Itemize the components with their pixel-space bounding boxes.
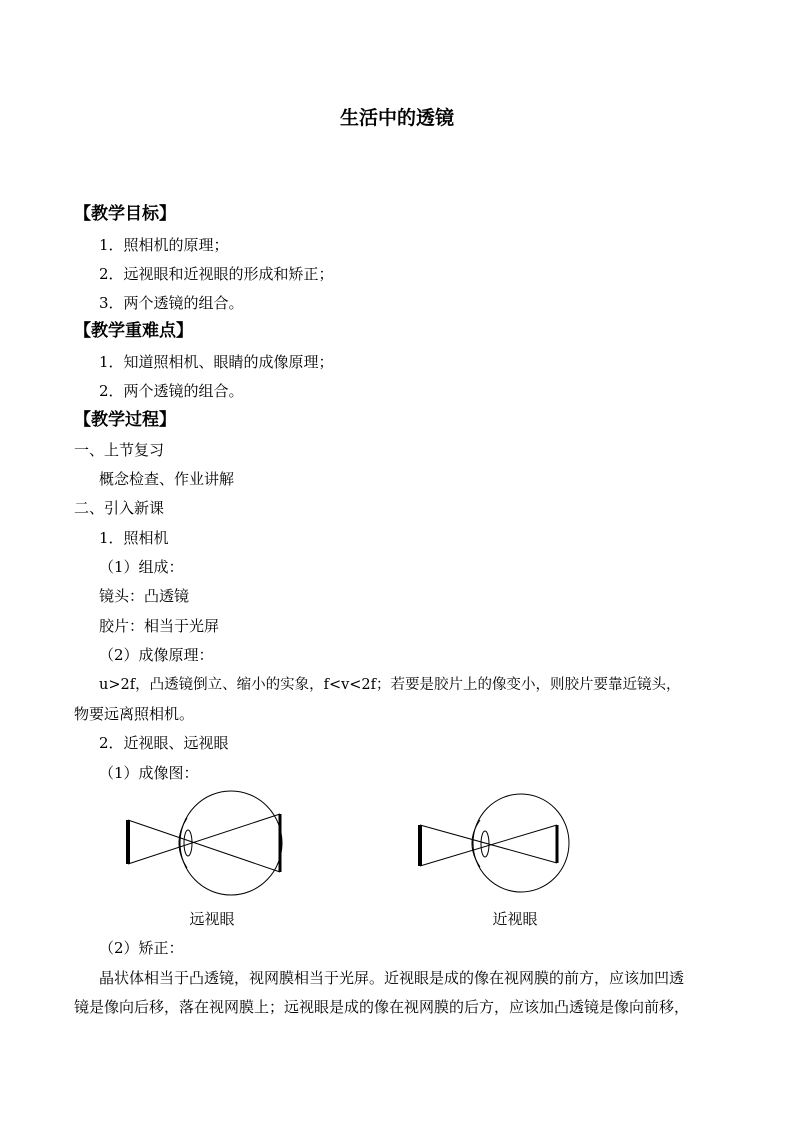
principle-line-1: u>2f，凸透镜倒立、缩小的实象，f<v<2f；若要是胶片上的像变小，则胶片要靠近镜头， (99, 677, 681, 693)
principle-title: （2）成像原理： (99, 646, 214, 664)
correction-line-2: 镜是像向后移，落在视网膜上；远视眼是成的像在视网膜的后方，应该加凸透镜是像向前移， (74, 998, 690, 1016)
key-point-item-2: 2．两个透镜的组合。 (99, 382, 244, 400)
eyes-title: 2．近视眼、远视眼 (99, 734, 229, 752)
goal-item-2: 2．远视眼和近视眼的形成和矫正； (99, 265, 334, 283)
part1-text: 概念检查、作业讲解 (99, 470, 235, 488)
correction-title: （2）矫正： (99, 939, 184, 957)
part2-title: 二、引入新课 (74, 499, 165, 517)
film-line: 胶片：相当于光屏 (99, 617, 220, 635)
goals-heading: 【教学目标】 (74, 204, 176, 224)
light-ray (128, 820, 280, 872)
goal-item-1: 1．照相机的原理； (99, 236, 229, 254)
key-points-heading: 【教学重难点】 (74, 321, 193, 341)
diagram-title: （1）成像图： (99, 764, 199, 782)
principle-line-2: 物要远离照相机。 (74, 705, 195, 723)
key-point-item-1: 1．知道照相机、眼睛的成像原理； (99, 353, 334, 371)
caption-near-sighted: 近视眼 (492, 910, 538, 928)
part1-title: 一、上节复习 (74, 441, 165, 459)
correction-line-1: 晶状体相当于凸透镜，视网膜相当于光屏。近视眼是成的像在视网膜的前方，应该加凹透 (99, 969, 685, 987)
camera-title: 1．照相机 (99, 529, 169, 547)
light-ray (128, 814, 280, 864)
composition-title: （1）组成： (99, 558, 184, 576)
goal-item-3: 3．两个透镜的组合。 (99, 294, 244, 312)
page-title: 生活中的透镜 (339, 107, 454, 129)
process-heading: 【教学过程】 (74, 410, 176, 430)
lens-line: 镜头：凸透镜 (99, 587, 190, 605)
caption-far-sighted: 远视眼 (189, 910, 235, 928)
eyeball-outline (473, 794, 569, 892)
near-sighted-eye-diagram (415, 793, 580, 893)
far-sighted-eye-diagram (120, 790, 295, 896)
